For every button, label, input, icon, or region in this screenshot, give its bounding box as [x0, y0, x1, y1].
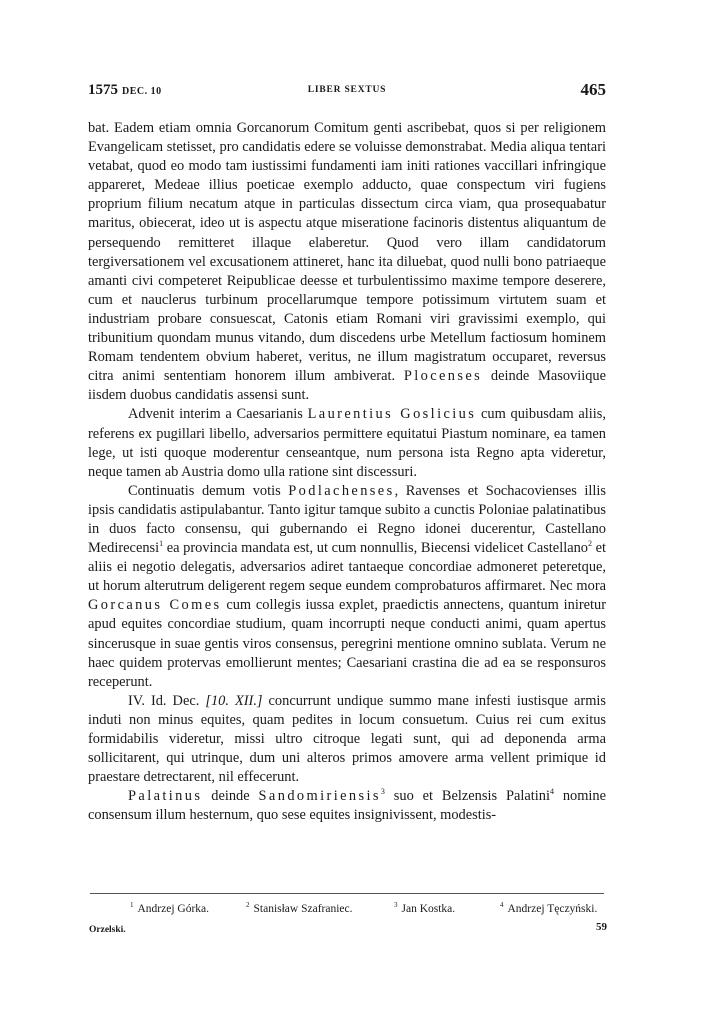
footnote-text: Jan Kostka. — [401, 903, 456, 915]
footnote-text: Andrzej Górka. — [137, 903, 210, 915]
text-run: cum quibusdam aliis, referens ex pugillari libello, adversarios permittere equitatui Piastum nominare, ea tamen lege, ut isti quoque moderentur censeantque, num persona ista Regno apta videretur, neque tamen ab Austria domo ulla ratione sint discessuri. — [88, 406, 606, 480]
paragraph — [88, 692, 606, 787]
paragraph — [88, 787, 606, 825]
spaced-name: Palatinus — [128, 788, 203, 805]
running-title: LIBER SEXTUS — [307, 85, 387, 95]
spaced-name: Podlachenses — [288, 482, 395, 499]
spaced-name: Laurentius Goslicius — [307, 406, 477, 423]
footnote-marker: 1 — [130, 901, 134, 910]
text-run: concurrunt undique summo mane infesti iustisque armis induti non minus equites, quam pedites in locum consuetum. Cuius rei cum exitus formidabilis videretur, missi ultro citroque legati sunt, qui ad deponenda arma sollicitarent, qui utrinque, dum uni alteros primos amovere arma vellent primique id praestare detrectarent, nil effecerunt. — [88, 692, 607, 786]
text-run: Advenit interim a Caesarianis — [128, 406, 308, 423]
text-run: deinde — [202, 788, 259, 805]
text-run: bat. Eadem etiam omnia Gorcanorum Comitum genti ascribebat, quos si per religionem Evangelicam stetisset, pro candidatis edere se voluisse demonstrabat. Media aliqua tentari vetabat, quod eo modo tam iustissimi fundamenti iam initi rationes vaccillari infringique appareret, Medeae illius poeticae exemplo adducto, quae conspectum viri fugiens proprium filium necatum atque in particulas dissectum circa viam, qua prosequabatur maritus, obiecerat, ideo ut is aspectu atque miseratione facinoris distentus aliquantum de persequendo remitteret illaque elaberetur. Quod vero illam candidatorum tergiversationem vel excusationem attineret, hanc ita diluebat, quod nulli bono patriaeque amanti civi competeret Reipublicae deesse et turbulentissimo maxime tempore deserere, cum et nauclerus turbinum procellarumque tempore potissimum virtutem suam et industriam probare consuescat, Catonis etiam Romani viri gravissimi exemplo, qui tribunitium quondam munus vitando, dum discedens urbe Metellum factiosum hominem Romam tendentem obvium haberet, veritus, ne illum magistratum occuparet, reversus citra animi sententiam honorem illum ambiverat. — [88, 120, 606, 385]
text-run: , Ravenses et Sochacovienses illis ipsis candidatis astipulabantur. Tanto igitur tamque subito a cunctis Poloniae palatinatibus in duos facto consensu, qui gubernando ei Regno idonei ducerentur, Castellano Medirecensi — [88, 482, 606, 557]
footnote-item — [246, 903, 353, 915]
footnote-item — [500, 903, 597, 915]
text-run: IV. Id. Dec. — [128, 692, 206, 709]
footnote-marker: 4 — [500, 901, 504, 910]
header-year: 1575 — [88, 82, 118, 98]
footnote-reference: 3 — [380, 787, 385, 797]
footnote-reference: 4 — [549, 787, 554, 797]
page-number: 465 — [580, 80, 606, 99]
footnote-reference: 2 — [587, 539, 592, 549]
date-annotation: [10. XII.] — [205, 692, 263, 709]
spaced-name: Plocenses — [403, 368, 483, 385]
paragraph — [88, 405, 606, 481]
main-text — [88, 119, 606, 825]
footnote-reference: 1 — [159, 539, 164, 549]
text-run: nomine consensum illum hesternum, quo sese equites insignivissent, modestis- — [88, 788, 607, 824]
text-run: deinde Masoviique iisdem duobus candidatis assensi sunt. — [88, 368, 606, 404]
text-run: suo et Belzensis Palatini — [384, 788, 550, 805]
spaced-name: Gorcanus Comes — [88, 597, 222, 614]
footnote-divider — [90, 893, 604, 894]
spaced-name: Sandomiriensis — [258, 788, 381, 805]
footnote-item — [394, 903, 455, 915]
paragraph — [88, 119, 606, 405]
text-run: et aliis ei negotio delegatis, adversarios adiret tantaeque concordiae admoneret peteretque, ut horum alterutrum deligerent regem seque eundem comprobaturos affirmaret. Nec mora — [88, 540, 607, 595]
footnote-marker: 2 — [246, 901, 250, 910]
footnote-text: Andrzej Tęczyński. — [507, 903, 598, 915]
header-month-day: DEC. 10 — [122, 86, 162, 97]
text-run: Continuatis demum votis — [128, 482, 289, 499]
paragraph — [88, 482, 606, 692]
running-header — [88, 82, 606, 102]
printer-mark: Orzelski. — [89, 925, 126, 935]
footnote-marker: 3 — [394, 901, 398, 910]
footnote-text: Stanisław Szafraniec. — [253, 903, 353, 915]
footnote-item — [130, 903, 209, 915]
text-run: ea provincia mandata est, ut cum nonnullis, Biecensi videlicet Castellano — [163, 540, 588, 557]
text-run: cum collegis iussa explet, praedictis annectens, quantum iniretur apud equites concordiae studium, quam incorrupti neque conducti animi, quam apertus sincerusque in suae gentis viros consensus, peregrini mentione omnino sublata. Verum ne haec quidem protervas emollierunt mentes; Caesariani crastina die ad ea se responsuros receperunt. — [88, 597, 606, 690]
sheet-number: 59 — [596, 921, 607, 933]
